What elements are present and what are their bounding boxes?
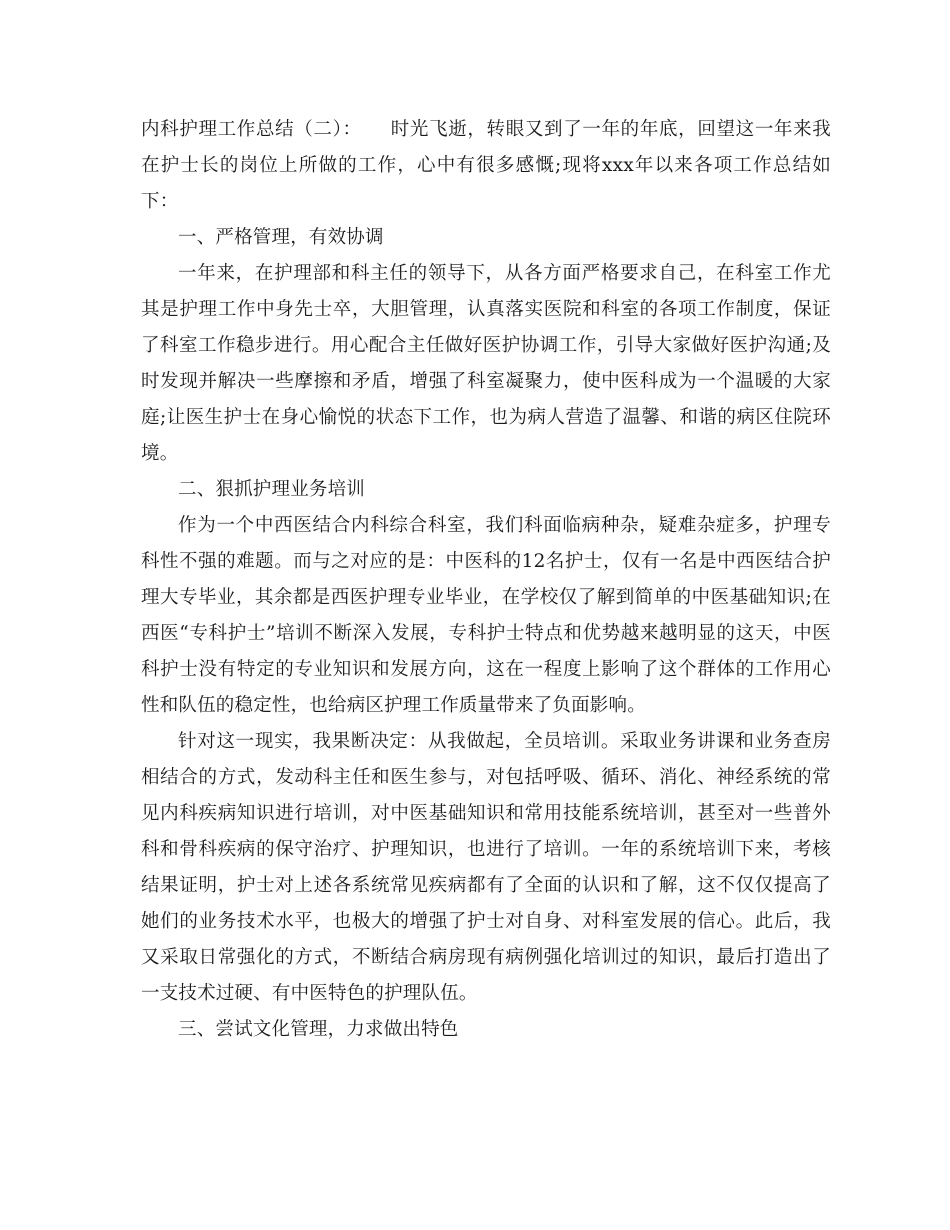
body-paragraph-3: 针对这一现实，我果断决定：从我做起，全员培训。采取业务讲课和业务查房相结合的方式，发动科主任和医生参与，对包括呼吸、循环、消化、神经系统的常见内科疾病知识进行培训，对中医基础知识和常用技能系统培训，甚至对一些普外科和骨科疾病的保守治疗、护理知识，也进行了培训。一年的系统培训下来，考核结果证明，护士对上述各系统常见疾病都有了全面的认识和了解，这不仅仅提高了她们的业务技术水平，也极大的增强了护士对自身、对科室发展的信心。此后，我又采取日常强化的方式，不断结合病房现有病例强化培训过的知识，最后打造出了一支技术过硬、有中医特色的护理队伍。 — [141, 731, 831, 1004]
intro-paragraph: 内科护理工作总结（二）： 时光飞逝，转眼又到了一年的年底，回望这一年来我在护士长的岗位上所做的工作，心中有很多感慨;现将xxx年以来各项工作总结如下： — [141, 119, 831, 212]
section-heading-2: 二、狠抓护理业务培训 — [178, 479, 366, 500]
document-body — [141, 112, 831, 1048]
section-heading-1: 一、严格管理，有效协调 — [178, 227, 384, 248]
body-paragraph-2: 作为一个中西医结合内科综合科室，我们科面临病种杂，疑难杂症多，护理专科性不强的难题。而与之对应的是：中医科的12名护士，仅有一名是中西医结合护理大专毕业，其余都是西医护理专业毕业，在学校仅了解到简单的中医基础知识;在西医“专科护士”培训不断深入发展，专科护士特点和优势越来越明显的这天，中医科护士没有特定的专业知识和发展方向，这在一程度上影响了这个群体的工作用心性和队伍的稳定性，也给病区护理工作质量带来了负面影响。 — [141, 515, 831, 716]
section-heading-3: 三、尝试文化管理，力求做出特色 — [178, 1019, 459, 1040]
body-paragraph-1: 一年来，在护理部和科主任的领导下，从各方面严格要求自己，在科室工作尤其是护理工作中身先士卒，大胆管理，认真落实医院和科室的各项工作制度，保证了科室工作稳步进行。用心配合主任做好医护协调工作，引导大家做好医护沟通;及时发现并解决一些摩擦和矛盾，增强了科室凝聚力，使中医科成为一个温暖的大家庭;让医生护士在身心愉悦的状态下工作，也为病人营造了温馨、和谐的病区住院环境。 — [141, 263, 831, 464]
